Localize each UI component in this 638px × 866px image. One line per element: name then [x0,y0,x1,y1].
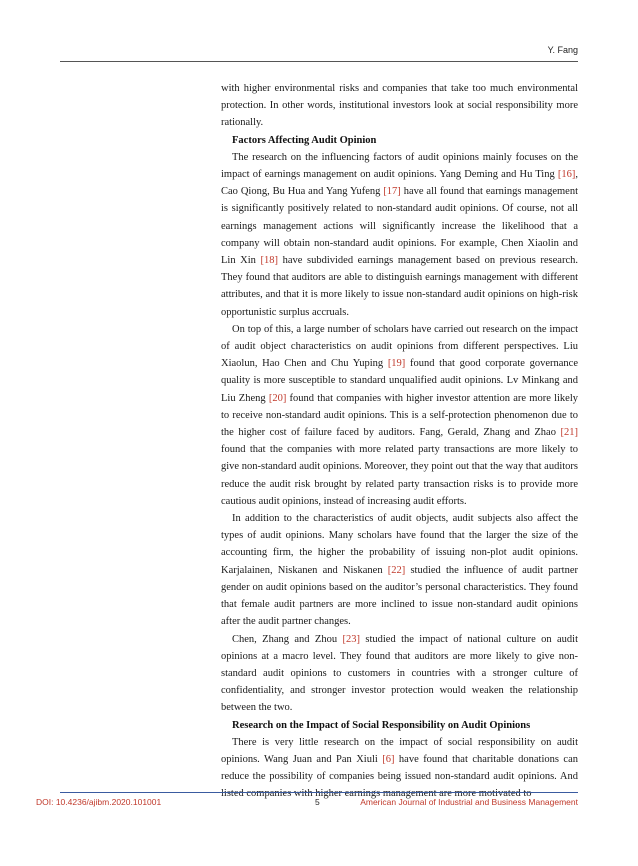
section-heading-factors: Factors Affecting Audit Opinion [232,134,377,146]
running-head-author: Y. Fang [547,45,578,55]
citation-link[interactable]: [16] [557,169,576,181]
paragraph-text: The research on the influencing factors of audit opinions mainly focuses on the impact of earnings management on audit opinions. Yang Deming and Hu Ting [221,151,578,181]
paragraph-text: found that companies with higher investor attention are more likely to receive non-standard audit opinions. This is a self-protection phenomenon due to the higher cost of failure faced by auditors. Fang, Gerald, Zhang and Zhao [221,392,578,439]
citation-link[interactable]: [19] [387,358,406,370]
footer-doi-link[interactable]: DOI: 10.4236/ajibm.2020.101001 [36,797,162,807]
paragraph-text: have all found that earnings management is significantly positively related to non-standard audit opinions. Of course, not all earnings management actions will significantly increase the likelihood that a company will obtain non-standard audit opinions. For example, Chen Xiaolin and Lin Xin [221,186,578,267]
citation-link[interactable]: [21] [560,427,578,439]
footer-rule [60,792,578,793]
paragraph-text: In addition to the characteristics of audit objects, audit subjects also affect the types of audit opinions. Many scholars have found that the larger the size of the accounting firm, the higher the probability of issuing non-plot audit opinions. Karjalainen, Niskanen and Niskanen [221,513,578,576]
footer-journal-link[interactable]: American Journal of Industrial and Business Management [360,797,578,807]
paragraph-4 [221,510,578,630]
citation-link[interactable]: [6] [382,753,395,765]
paragraph-5 [221,631,578,717]
paragraph-text: found that good corporate governance quality is more susceptible to standard unqualified audit opinions. Lv Minkang and Liu Zheng [221,358,578,404]
paragraph-text: There is very little research on the impact of social responsibility on audit opinions. Wang Juan and Pan Xiuli [221,736,578,765]
paragraph-text: with higher environmental risks and companies that take too much environmental protection. In other words, institutional investors look at social responsibility more rationally. [221,83,578,129]
paragraph-text: have subdivided earnings management based on previous research. They found that auditors are able to distinguish earnings management with different attributes, and that it is more likely to issue non-standard audit opinions on high-risk opportunistic surplus accruals. [221,255,578,318]
paragraph-text: have found that charitable donations can reduce the possibility of companies being issued non-standard audit opinions. And listed companies with higher earnings management are more motivated to [221,753,578,800]
paragraph-text: On top of this, a large number of scholars have carried out research on the impact of audit object characteristics on audit opinions from different perspectives. Liu Xiaolun, Hao Chen and Chu Yuping [221,323,578,370]
page-number: 5 [315,797,320,807]
paragraph-text: Chen, Zhang and Zhou [232,633,343,645]
paragraph-text: studied the impact of national culture on audit opinions at a macro level. They found that auditors are more likely to give non-standard audit opinions to customers in countries with a stronger culture of confidentiality, and stronger investor protection would weaken the relationship between the two. [221,633,579,714]
citation-link[interactable]: [17] [383,186,401,198]
citation-link[interactable]: [18] [260,255,279,267]
paragraph-text: found that the companies with more related party transactions are more likely to give non-standard audit opinions. Moreover, they point out that the way that auditors reduce the audit risk brought by related party transaction risks is to provide more cautious audit opinions, instead of increasing audit efforts. [221,444,578,507]
paragraph-3 [221,321,578,510]
citation-link[interactable]: [22] [387,564,406,576]
paragraph-text: studied the influence of audit partner gender on audit opinions based on the auditor’s personal characteristics. They found that female audit partners are more inclined to issue non-standard audit opinions after the audit partner changes. [221,564,578,628]
paragraph-2 [221,149,578,321]
paragraph-text: , Cao Qiong, Bu Hua and Yang Yufeng [221,169,578,198]
citation-link[interactable]: [20] [268,392,287,404]
body-text [221,80,578,803]
header-rule [60,61,578,62]
section-heading-social-responsibility: Research on the Impact of Social Responsibility on Audit Opinions [232,719,531,731]
paragraph-1 [221,80,578,132]
citation-link[interactable]: [23] [342,633,360,645]
